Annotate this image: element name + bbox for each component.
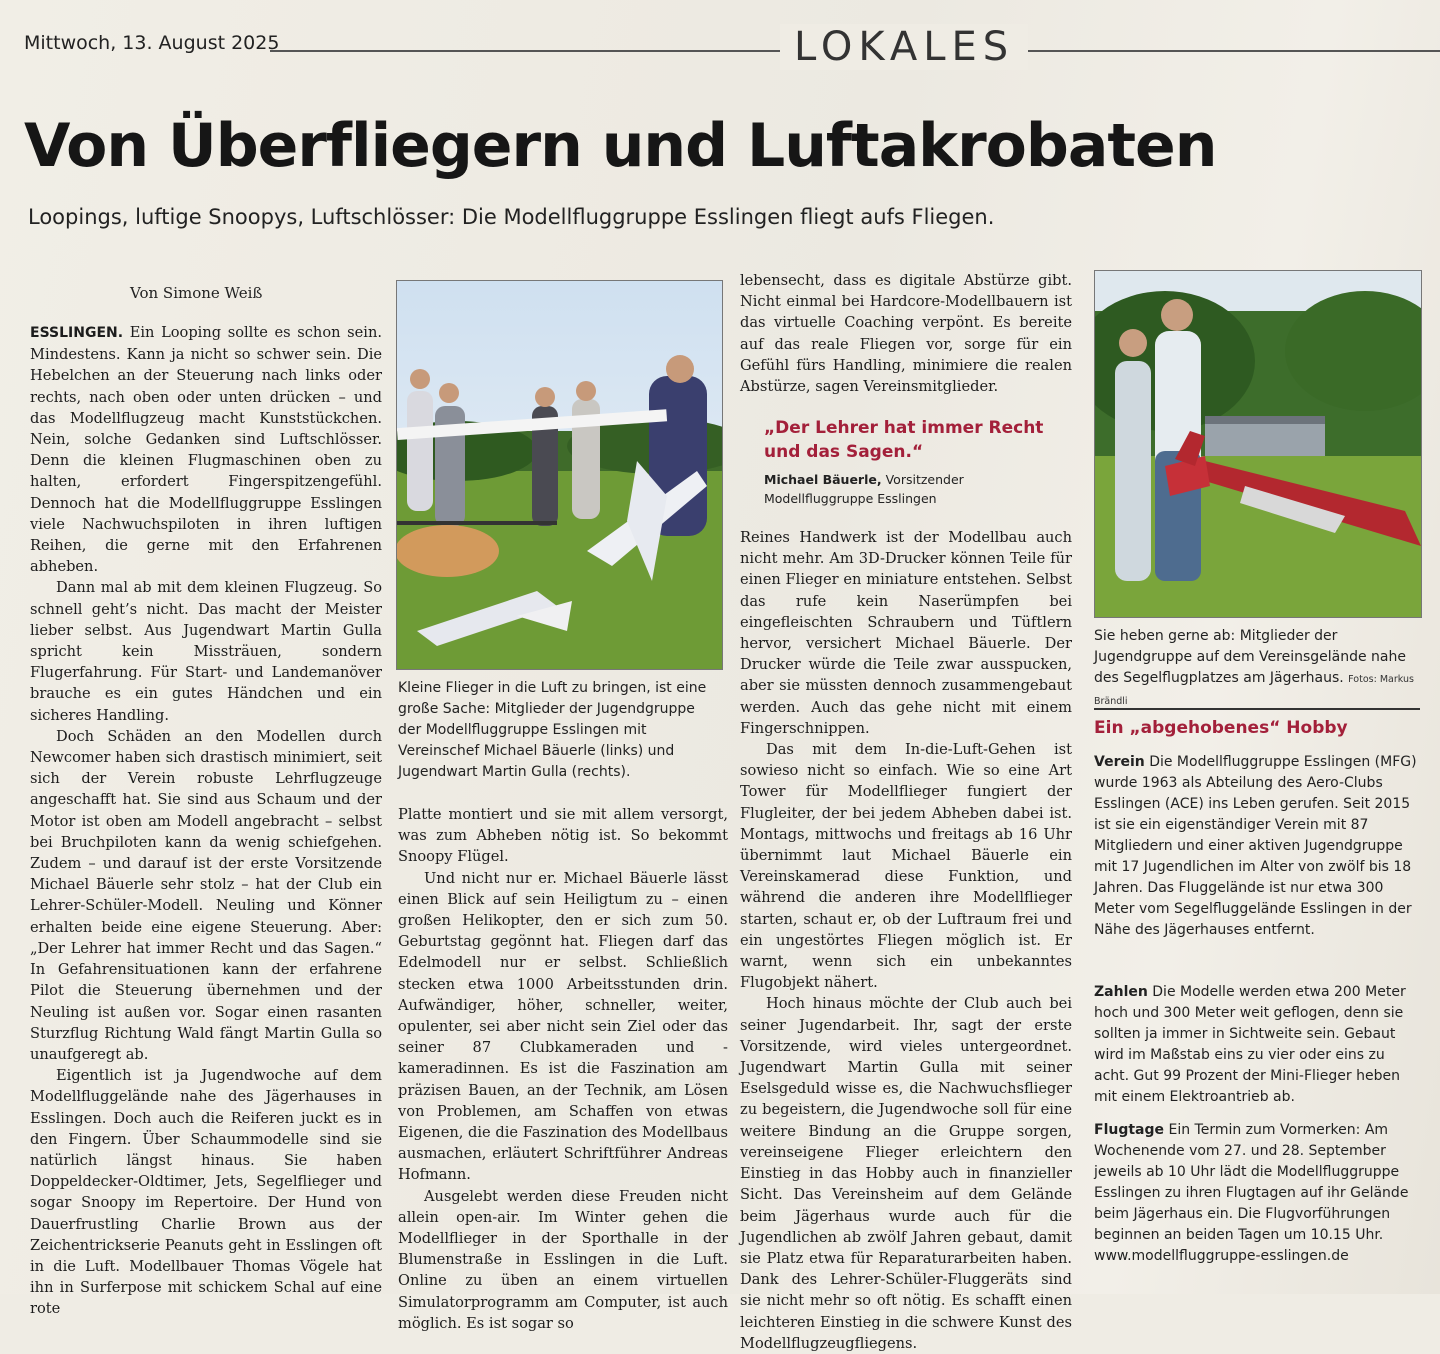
article-subhead: Loopings, luftige Snoopys, Luftschlösser: Die Modellfluggruppe Esslingen fliegt aufs Fliegen. <box>28 205 995 229</box>
infobox-item: Verein Die Modellfluggruppe Esslingen (MFG) wurde 1963 als Abteilung des Aero-Clubs Esslingen (ACE) ins Leben gerufen. Seit 2015 ist sie ein eigenständiger Verein mit 87 Mitgliedern und einer aktiven Jugendgruppe mit 17 Jugendlichen im Alter von zwölf bis 18 Jahren. Das Fluggelände ist nur etwa 300 Meter vom Segelfluggelände Esslingen in der Nähe des Jägerhauses entfernt. <box>1094 754 1417 938</box>
infobox-item: Zahlen Die Modelle werden etwa 200 Meter hoch und 300 Meter weit geflogen, denn sie sollten ja immer in Sichtweite sein. Gebaut wird im Maßstab eins zu vier oder eins zu acht. Gut 99 Prozent der Mini-Flieger heben mit einem Elektroantrieb ab. <box>1094 984 1406 1105</box>
paragraph: Reines Handwerk ist der Modellbau auch nicht mehr. Am 3D-Drucker können Teile für einen Flieger en miniature entstehen. Selbst das rufe kein Naserümpfen bei eingefleischten Schraubern und Tüftlern hervor, versichert Michael Bäuerle. Der Drucker würde die Teile zwar ausspucken, aber sie müssten dennoch zusammengebaut werden. Auch das gehe nicht mit einem Fingerschnippen. <box>740 529 1072 737</box>
paragraph: lebensecht, dass es digitale Abstürze gibt. Nicht einmal bei Hardcore-Modellbauern ist das virtuelle Coaching verpönt. Es bereite auf das reale Fliegen vor, sorge für ein Gefühl fürs Handling, minimiere die realen Abstürze, sagen Vereinsmitglieder. <box>740 272 1072 396</box>
paragraph: Doch Schäden an den Modellen durch Newcomer haben sich drastisch minimiert, seit sich der Verein robuste Lehrflugzeuge angeschafft hat. Sie sind aus Schaum und der Motor ist oben am Modell angebracht – selbst bei Bruchpiloten kann da wenig schiefgehen. Zudem – und darauf ist der erste Vorsitzende Michael Bäuerle sehr stolz – hat der Club ein Lehrer-Schüler-Modell. Neuling und Könner erhalten beide eine eigene Steuerung. Aber: „Der Lehrer hat immer Recht und das Sagen.“ In Gefahrensituationen kann der erfahrene Pilot die Steuerung übernehmen und der Neuling ist außen vor. Sogar einen rasanten Sturzflug Richtung Wald fängt Martin Gulla so unaufgeregt ab. <box>30 727 382 1063</box>
photo-caption: Kleine Flieger in die Luft zu bringen, ist eine große Sache: Mitglieder der Jugendgruppe der Modellfluggruppe Esslingen mit Vereinschef Michael Bäuerle (links) und Jugendwart Martin Gulla (rechts). <box>398 680 707 780</box>
column-1 <box>30 322 382 1320</box>
column-2 <box>398 804 728 1334</box>
photo-credit: Fotos: Markus Brändli <box>1094 674 1414 707</box>
byline: Von Simone Weiß <box>130 284 263 302</box>
photo-caption: Sie heben gerne ab: Mitglieder der Jugendgruppe auf dem Vereinsgelände nahe des Segelflugplatzes am Jägerhaus. Fotos: Markus Brändli <box>1094 628 1414 707</box>
photo-youth-with-plane <box>1094 270 1422 618</box>
infobox-item: Flugtage Ein Termin zum Vormerken: Am Wochenende vom 27. und 28. September jeweils ab 10 Uhr lädt die Modellfluggruppe Esslingen zu ihren Flugtagen auf ihr Gelände beim Jägerhaus ein. Die Flugvorführungen beginnen an beiden Tagen um 10.15 Uhr. www.modellfluggruppe-esslingen.de <box>1094 1122 1409 1264</box>
dateline: ESSLINGEN. <box>30 325 124 341</box>
column-3 <box>740 527 1072 1354</box>
paragraph: Und nicht nur er. Michael Bäuerle lässt einen Blick auf sein Heiligtum zu – einen großen Helikopter, den er sich zum 50. Geburtstag gegönnt hat. Fliegen darf das Edelmodell nur er selbst. Schließlich stecken etwa 1000 Arbeitsstunden drin. Aufwändiger, höher, schneller, weiter, opulenter, sei aber nicht sein Ziel oder das seiner 87 Clubkameraden und -kameradinnen. Es ist die Faszination am präzisen Bauen, an der Technik, am Lösen von Problemen, am Schaffen von etwas Eigenen, die die Faszination des Modellbaus ausmachen, erläutert Schriftführer Andreas Hofmann. <box>398 869 728 1184</box>
paragraph: Das mit dem In-die-Luft-Gehen ist sowieso nicht so einfach. Wie so eine Art Tower für Modellflieger fungiert der Flugleiter, der bei jedem Abheben dabei ist. Montags, mittwochs und freitags ab 16 Uhr übernimmt laut Michael Bäuerle ein Vereinskamerad diese Funktion, und während die anderen ihre Modellflieger starten, schaut er, ob der Luftraum frei und ein ungestörtes Fliegen möglich ist. Er warnt, wenn sich ein unbekanntes Flugobjekt nähert. <box>740 741 1072 992</box>
article-headline: Von Überfliegern und Luftakrobaten <box>24 111 1217 181</box>
section-name: LOKALES <box>780 24 1028 70</box>
photo-illustration <box>397 281 722 669</box>
infobox-title: Ein „abgehobenes“ Hobby <box>1094 718 1348 738</box>
pull-quote: „Der Lehrer hat immer Recht und das Sagen.“ <box>764 418 1044 462</box>
paragraph: ESSLINGEN. Ein Looping sollte es schon sein. Mindestens. Kann ja nicht so schwer sein. Die Hebelchen an der Steuerung nach links oder rechts, nach oben oder unten drücken – und das Modellflugzeug macht Kunststückchen. Nein, solche Gedanken sind Luftschlösser. Denn die kleinen Flugmaschinen oben zu halten, erfordert Fingerspitzengefühl. Dennoch hat die Modellfluggruppe Esslingen viele Nachwuchspiloten in ihren luftigen Reihen, die gerne mit den Erfahrenen abheben. <box>30 324 382 576</box>
issue-date: Mittwoch, 13. August 2025 <box>24 32 280 54</box>
photo-group-with-models <box>396 280 723 670</box>
paragraph: Platte montiert und sie mit allem versorgt, was zum Abheben nötig ist. So bekommt Snoopy Flügel. <box>398 806 728 866</box>
paragraph: Ausgelebt werden diese Freuden nicht allein open-air. Im Winter gehen die Modellflieger in der Sporthalle in der Blumenstraße in Esslingen in die Luft. Online zu üben an einem virtuellen Simulatorprogramm am Computer, ist auch möglich. Es ist sogar so <box>398 1187 728 1332</box>
column-3-top <box>740 270 1072 397</box>
paragraph: Eigentlich ist ja Jugendwoche auf dem Modellfluggelände nahe des Jägerhauses in Esslingen. Doch auch die Reiferen juckt es in den Fingern. Über Schaummodelle sind sie natürlich längst hinaus. Sie haben Doppeldecker-Oldtimer, Jets, Segelflieger und sogar Snoopy im Repertoire. Der Hund von Dauerfrustling Charlie Brown aus der Zeichentrickserie Peanuts geht in Esslingen oft in die Luft. Modellbauer Thomas Vögele hat ihn in Surferpose mit schickem Schal auf eine rote <box>30 1067 382 1318</box>
pull-quote-author: Michael Bäuerle, Vorsitzender Modellfluggruppe Esslingen <box>764 472 964 506</box>
photo-illustration <box>1095 271 1421 617</box>
paragraph: Hoch hinaus möchte der Club auch bei seiner Jugendarbeit. Ihr, sagt der erste Vorsitzende, wird vieles untergeordnet. Jugendwart Martin Gulla mit seiner Eselsgeduld wisse es, die Nachwuchsflieger zu begeistern, die Jugendwoche soll für eine weitere Bindung an die Gruppe sorgen, vereinseigene Flieger erleichtern den Einstieg in das Hobby auch in finanzieller Sicht. Das Vereinsheim auf dem Gelände beim Jägerhaus wurde auch für die Jugendlichen ab zwölf Jahren gebaut, damit sie Platz etwa für Reparaturarbeiten haben. Dank des Lehrer-Schüler-Fluggeräts sind sie nicht mehr so oft nötig. Es schafft einen leichteren Einstieg in die schwere Kunst des Modellflugzeugfliegens. <box>740 995 1072 1352</box>
paragraph: Dann mal ab mit dem kleinen Flugzeug. So schnell geht’s nicht. Das macht der Meister lieber selbst. Aus Jugendwart Martin Gulla spricht kein Missträuen, sondern Flugerfahrung. Für Start- und Landemanöver brauche es ein gutes Händchen und ein sicheres Handling. <box>30 579 382 724</box>
infobox-rule <box>1094 708 1420 710</box>
